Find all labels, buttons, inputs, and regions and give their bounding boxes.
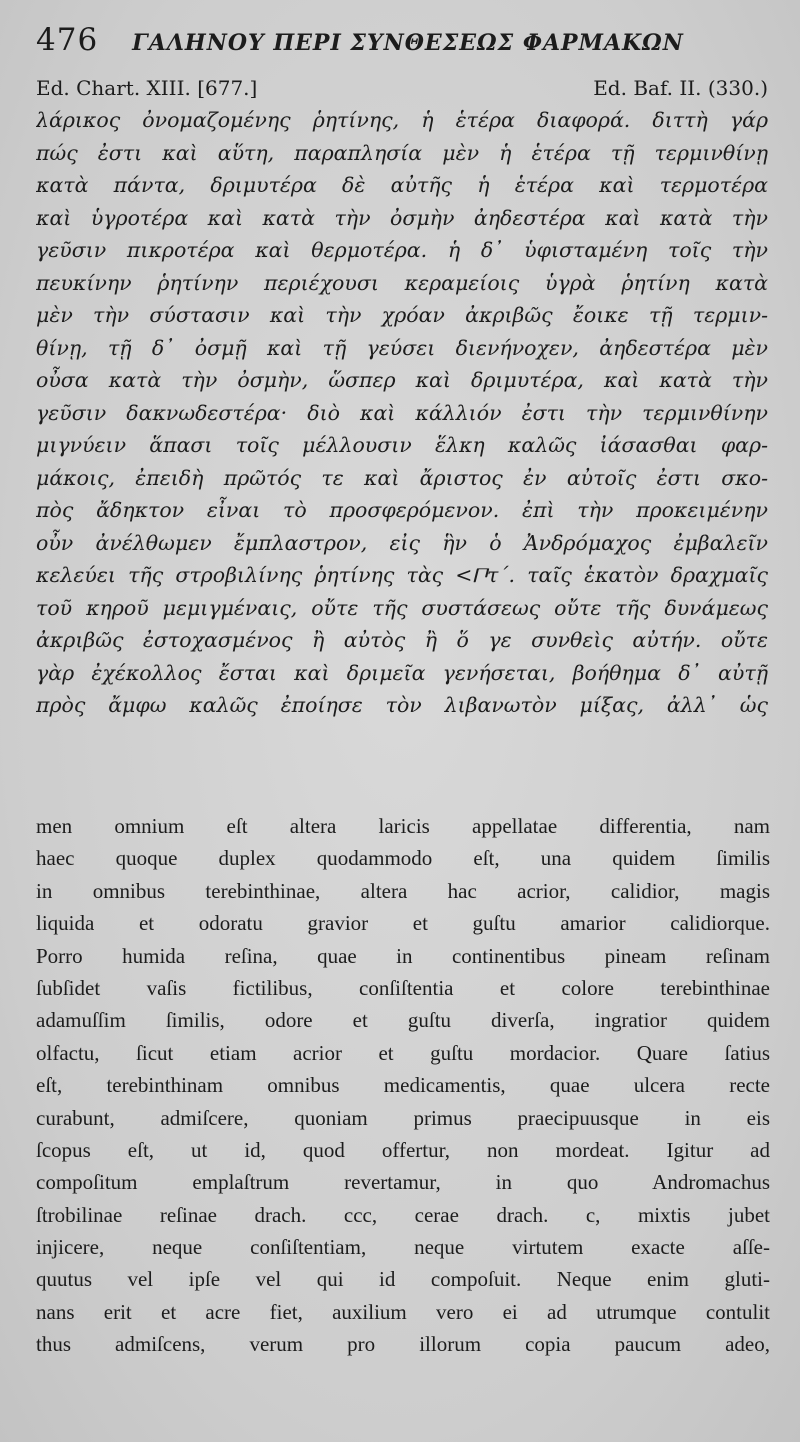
greek-text-line: γὰρ ἐχέκολλος ἔσται καὶ δριμεῖα γενήσεται, βοήθημα δ᾽ αὐτῇ: [36, 660, 768, 685]
latin-text-line: in omnibus terebinthinae, altera hac acrior, calidior, magis: [36, 878, 770, 903]
latin-text-line: eſt, terebinthinam omnibus medicamentis, quae ulcera recte: [36, 1073, 770, 1098]
greek-text-line: γεῦσιν δακνωδεστέρα· διὸ καὶ κάλλιόν ἐστι τὴν τερμινθίνην: [36, 400, 768, 425]
running-title: ΓΑΛΗΝΟΥ ΠΕΡΙ ΣΥΝΘΕΣΕΩΣ ΦΑΡΜΑΚΩΝ: [132, 30, 684, 56]
greek-text-line: πευκίνην ῥητίνην περιέχουσι κεραμείοις ὑγρὰ ῥητίνη κατὰ: [36, 270, 768, 295]
greek-text-line: μάκοις, ἐπειδὴ πρῶτός τε καὶ ἄριστος ἐν αὐτοῖς ἐστι σκο-: [36, 465, 768, 490]
latin-text-line: compoſitum emplaſtrum revertamur, in quo Andromachus: [36, 1170, 770, 1195]
greek-text-line: κελεύει τῆς στροβιλίνης ῥητίνης τὰς <𐅃τ΄. ταῖς ἑκατὸν δραχμαῖς: [36, 563, 768, 587]
greek-text-line: κατὰ πάντα, δριμυτέρα δὲ αὐτῆς ἡ ἑτέρα καὶ τερμοτέρα: [36, 173, 768, 197]
greek-text-line: θίνῃ, τῇ δ᾽ ὀσμῇ καὶ τῇ γεύσει διενήνοχεν, ἀηδεστέρα μὲν: [36, 335, 768, 360]
page-header: [36, 22, 764, 62]
latin-text-line: liquida et odoratu gravior et guſtu amarior calidiorque.: [36, 911, 770, 936]
greek-text-line: ἀκριβῶς ἐστοχασμένος ἢ αὐτὸς ἢ ὅ γε συνθεὶς αὐτήν. οὔτε: [36, 628, 768, 652]
latin-text-line: quutus vel ipſe vel qui id compoſuit. Neque enim gluti-: [36, 1267, 770, 1292]
greek-text-line: μιγνύειν ἅπασι τοῖς μέλλουσιν ἕλκη καλῶς ἰάσασθαι φαρ-: [36, 433, 768, 457]
page-number: 476: [36, 22, 99, 58]
greek-text-block: [36, 104, 768, 722]
latin-text-line: ſcopus eſt, ut id, quod offertur, non mordeat. Igitur ad: [36, 1137, 770, 1162]
greek-text-line: οὖσα κατὰ τὴν ὀσμὴν, ὥσπερ καὶ δριμυτέρα, καὶ κατὰ τὴν: [36, 368, 768, 392]
latin-text-line: ſtrobilinae reſinae drach. ccc, cerae drach. c, mixtis jubet: [36, 1202, 770, 1227]
latin-text-line: nans erit et acre fiet, auxilium vero ei ad utrumque contulit: [36, 1299, 770, 1324]
greek-text-line: οὖν ἀνέλθωμεν ἔμπλαστρον, εἰς ἣν ὁ Ἀνδρόμαχος ἐμβαλεῖν: [36, 530, 768, 555]
edition-right: Ed. Baf. II. (330.): [593, 76, 768, 100]
latin-text-line: curabunt, admiſcere, quoniam primus praecipuusque in eis: [36, 1105, 770, 1130]
latin-text-block: [36, 810, 770, 1361]
latin-text-line: thus admiſcens, verum pro illorum copia paucum adeo,: [36, 1332, 770, 1357]
greek-text-line: πὸς ἄδηκτον εἶναι τὸ προσφερόμενον. ἐπὶ τὴν προκειμένην: [36, 498, 768, 522]
latin-text-line: Porro humida reſina, quae in continentibus pineam reſinam: [36, 943, 770, 968]
edition-left: Ed. Chart. XIII. [677.]: [36, 76, 258, 100]
latin-text-line: ſubſidet vaſis fictilibus, conſiſtentia et colore terebinthinae: [36, 975, 770, 1000]
greek-text-line: γεῦσιν πικροτέρα καὶ θερμοτέρα. ἡ δ᾽ ὑφισταμένη τοῖς τὴν: [36, 238, 768, 262]
greek-text-line: μὲν τὴν σύστασιν καὶ τὴν χρόαν ἀκριβῶς ἔοικε τῇ τερμιν-: [36, 303, 768, 327]
greek-text-line: τοῦ κηροῦ μεμιγμέναις, οὔτε τῆς συστάσεως οὔτε τῆς δυνάμεως: [36, 595, 768, 620]
latin-text-line: haec quoque duplex quodammodo eſt, una quidem ſimilis: [36, 846, 770, 871]
latin-text-line: men omnium eſt altera laricis appellatae differentia, nam: [36, 814, 770, 838]
latin-text-line: injicere, neque conſiſtentiam, neque virtutem exacte aſſe-: [36, 1235, 770, 1260]
latin-text-line: olfactu, ſicut etiam acrior et guſtu mordacior. Quare ſatius: [36, 1040, 770, 1065]
greek-text-line: πώς ἐστι καὶ αὕτη, παραπλησία μὲν ἡ ἑτέρα τῇ τερμινθίνῃ: [36, 140, 768, 165]
edition-references: [36, 76, 768, 100]
greek-text-line: λάρικος ὀνομαζομένης ῥητίνης, ἡ ἑτέρα διαφορά. διττὴ γάρ: [36, 108, 768, 132]
greek-text-line: πρὸς ἄμφω καλῶς ἐποίησε τὸν λιβανωτὸν μίξας, ἀλλ᾽ ὡς: [36, 693, 768, 717]
latin-text-line: adamuſſim ſimilis, odore et guſtu diverſa, ingratior quidem: [36, 1008, 770, 1033]
greek-text-line: καὶ ὑγροτέρα καὶ κατὰ τὴν ὀσμὴν ἀηδεστέρα καὶ κατὰ τὴν: [36, 205, 768, 230]
